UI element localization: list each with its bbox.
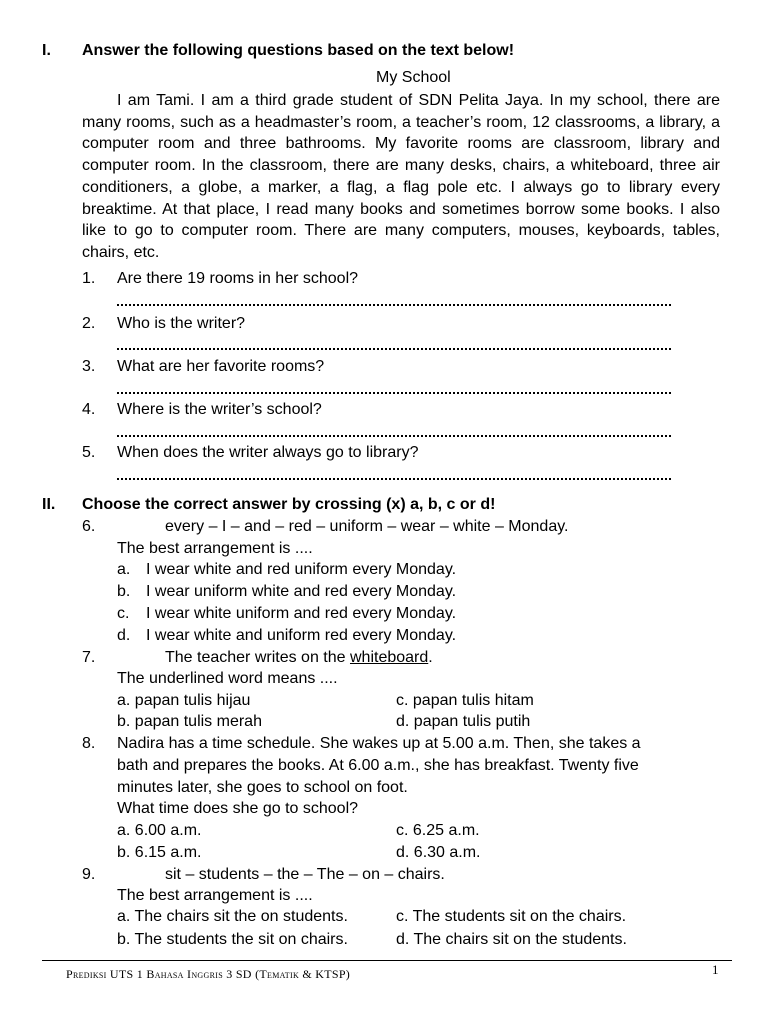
option-7d[interactable]: d. papan tulis putih <box>396 713 531 730</box>
question-1-number: 1. <box>82 270 96 287</box>
option-7a[interactable]: a. papan tulis hijau <box>117 692 251 709</box>
option-6d-letter[interactable]: d. <box>117 627 131 644</box>
footer-divider <box>42 960 732 961</box>
question-8-number: 8. <box>82 735 96 752</box>
section-1-numeral: I. <box>42 42 51 59</box>
section-1-heading: Answer the following questions based on the text below! <box>82 42 515 59</box>
question-4-text: Where is the writer’s school? <box>117 401 322 418</box>
answer-line-3[interactable] <box>117 392 671 394</box>
page-number: 1 <box>712 962 719 977</box>
option-6b-text[interactable]: I wear uniform white and red every Monday. <box>146 583 457 600</box>
question-9-prompt: The best arrangement is .... <box>117 887 313 904</box>
option-7c[interactable]: c. papan tulis hitam <box>396 692 534 709</box>
option-6a-text[interactable]: I wear white and red uniform every Monday. <box>146 561 457 578</box>
option-9b[interactable]: b. The students the sit on chairs. <box>117 931 348 948</box>
question-3-text: What are her favorite rooms? <box>117 358 325 375</box>
question-1-text: Are there 19 rooms in her school? <box>117 270 359 287</box>
option-6c-text[interactable]: I wear white uniform and red every Monday. <box>146 605 457 622</box>
answer-line-4[interactable] <box>117 435 671 437</box>
question-8-prompt: What time does she go to school? <box>117 800 359 817</box>
question-6-words: every – I – and – red – uniform – wear – white – Monday. <box>165 518 569 535</box>
story-paragraph <box>82 90 720 264</box>
question-7-number: 7. <box>82 649 96 666</box>
option-9a[interactable]: a. The chairs sit the on students. <box>117 908 348 925</box>
story-title: My School <box>376 69 451 86</box>
answer-line-5[interactable] <box>117 478 671 480</box>
option-8d[interactable]: d. 6.30 a.m. <box>396 844 481 861</box>
option-8b[interactable]: b. 6.15 a.m. <box>117 844 202 861</box>
option-7b[interactable]: b. papan tulis merah <box>117 713 262 730</box>
sentence-start: The teacher writes on the <box>165 649 350 666</box>
option-8c[interactable]: c. 6.25 a.m. <box>396 822 480 839</box>
question-9-number: 9. <box>82 866 96 883</box>
question-7-sentence <box>165 647 433 669</box>
option-6c-letter[interactable]: c. <box>117 605 130 622</box>
question-9-words: sit – students – the – The – on – chairs. <box>165 866 445 883</box>
question-7-prompt: The underlined word means .... <box>117 670 338 687</box>
question-3-number: 3. <box>82 358 96 375</box>
sentence-end: . <box>428 649 433 666</box>
question-4-number: 4. <box>82 401 96 418</box>
footer-text: Prediksi UTS 1 Bahasa Inggris 3 SD (Tematik & KTSP) <box>66 967 351 981</box>
question-6-number: 6. <box>82 518 96 535</box>
question-5-number: 5. <box>82 444 96 461</box>
option-6a-letter[interactable]: a. <box>117 561 131 578</box>
question-2-text: Who is the writer? <box>117 315 246 332</box>
option-9d[interactable]: d. The chairs sit on the students. <box>396 931 627 948</box>
question-6-prompt: The best arrangement is .... <box>117 540 313 557</box>
section-2-numeral: II. <box>42 496 56 513</box>
option-6b-letter[interactable]: b. <box>117 583 131 600</box>
question-5-text: When does the writer always go to library? <box>117 444 419 461</box>
answer-line-2[interactable] <box>117 348 671 350</box>
question-8-line-1: Nadira has a time schedule. She wakes up at 5.00 a.m. Then, she takes a <box>117 735 641 752</box>
option-8a[interactable]: a. 6.00 a.m. <box>117 822 202 839</box>
question-8-line-3: minutes later, she goes to school on foot. <box>117 779 408 796</box>
question-2-number: 2. <box>82 315 96 332</box>
section-2-heading: Choose the correct answer by crossing (x) a, b, c or d! <box>82 496 496 513</box>
story-text: I am Tami. I am a third grade student of SDN Pelita Jaya. In my school, there are many rooms, such as a headmaster’s room, a teacher’s room, 12 classrooms, a library, a computer room and three bathrooms. My favorite rooms are classroom, library and computer room. In the classroom, there are many desks, chairs, a whiteboard, three air conditioners, a globe, a marker, a flag, a flag pole etc. I always go to library every breaktime. At that place, I read many books and sometimes borrow some books. I also like to go to computer room. There are many computers, mouses, keyboards, tables, chairs, etc. <box>82 92 720 261</box>
option-6d-text[interactable]: I wear white and uniform red every Monday. <box>146 627 457 644</box>
underlined-word: whiteboard <box>349 649 429 666</box>
question-8-line-2: bath and prepares the books. At 6.00 a.m., she has breakfast. Twenty five <box>117 757 639 774</box>
answer-line-1[interactable] <box>117 304 671 306</box>
option-9c[interactable]: c. The students sit on the chairs. <box>396 908 627 925</box>
